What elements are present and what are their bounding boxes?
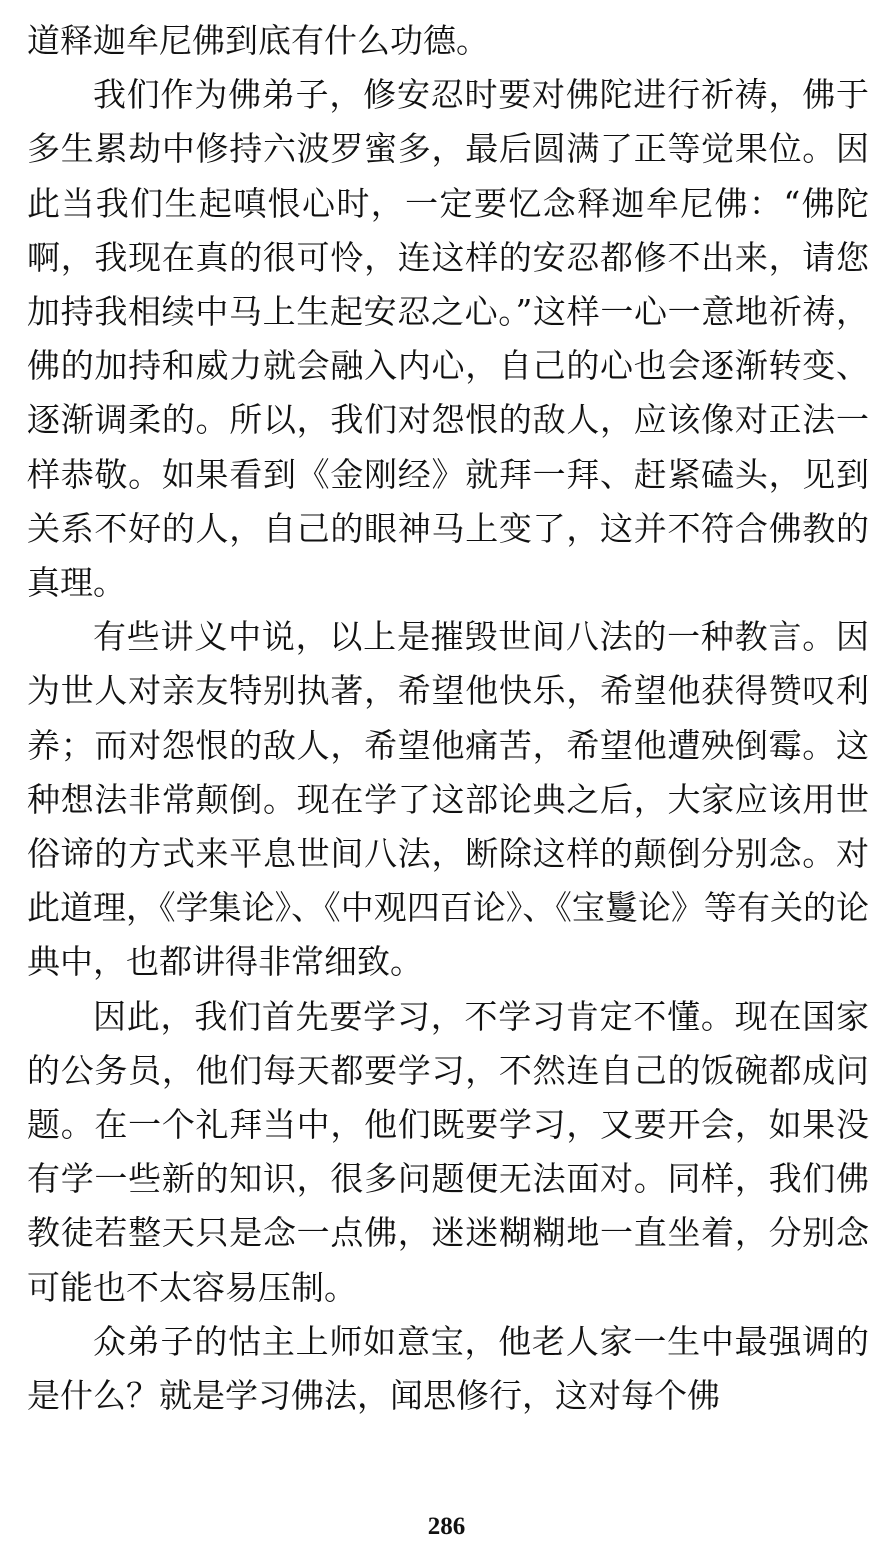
body-text	[27, 14, 869, 1423]
paragraph: 有些讲义中说，以上是摧毁世间八法的一种教言。因为世人对亲友特别执著，希望他快乐，希望他获得赞叹利养；而对怨恨的敌人，希望他痛苦，希望他遭殃倒霉。这种想法非常颠倒。现在学了这部论典之后，大家应该用世俗谛的方式来平息世间八法，断除这样的颠倒分别念。对此道理，《学集论》、《中观四百论》、《宝鬘论》等有关的论典中，也都讲得非常细致。	[27, 617, 869, 982]
paragraph: 因此，我们首先要学习，不学习肯定不懂。现在国家的公务员，他们每天都要学习，不然连自己的饭碗都成问题。在一个礼拜当中，他们既要学习，又要开会，如果没有学一些新的知识，很多问题便无法面对。同样，我们佛教徒若整天只是念一点佛，迷迷糊糊地一直坐着，分别念可能也不太容易压制。	[27, 996, 869, 1307]
paragraph: 我们作为佛弟子，修安忍时要对佛陀进行祈祷，佛于多生累劫中修持六波罗蜜多，最后圆满了正等觉果位。因此当我们生起嗔恨心时，一定要忆念释迦牟尼佛：“佛陀啊，我现在真的很可怜，连这样的安忍都修不出来，请您加持我相续中马上生起安忍之心。”这样一心一意地祈祷，佛的加持和威力就会融入内心，自己的心也会逐渐转变、逐渐调柔的。所以，我们对怨恨的敌人，应该像对正法一样恭敬。如果看到《金刚经》就拜一拜、赶紧磕头，见到关系不好的人，自己的眼神马上变了，这并不符合佛教的真理。	[27, 75, 869, 603]
page-number: 286	[427, 1513, 466, 1540]
paragraph: 众弟子的怙主上师如意宝，他老人家一生中最强调的是什么？就是学习佛法，闻思修行，这对每个佛	[27, 1321, 869, 1416]
paragraph-continued: 道释迦牟尼佛到底有什么功德。	[27, 21, 489, 60]
